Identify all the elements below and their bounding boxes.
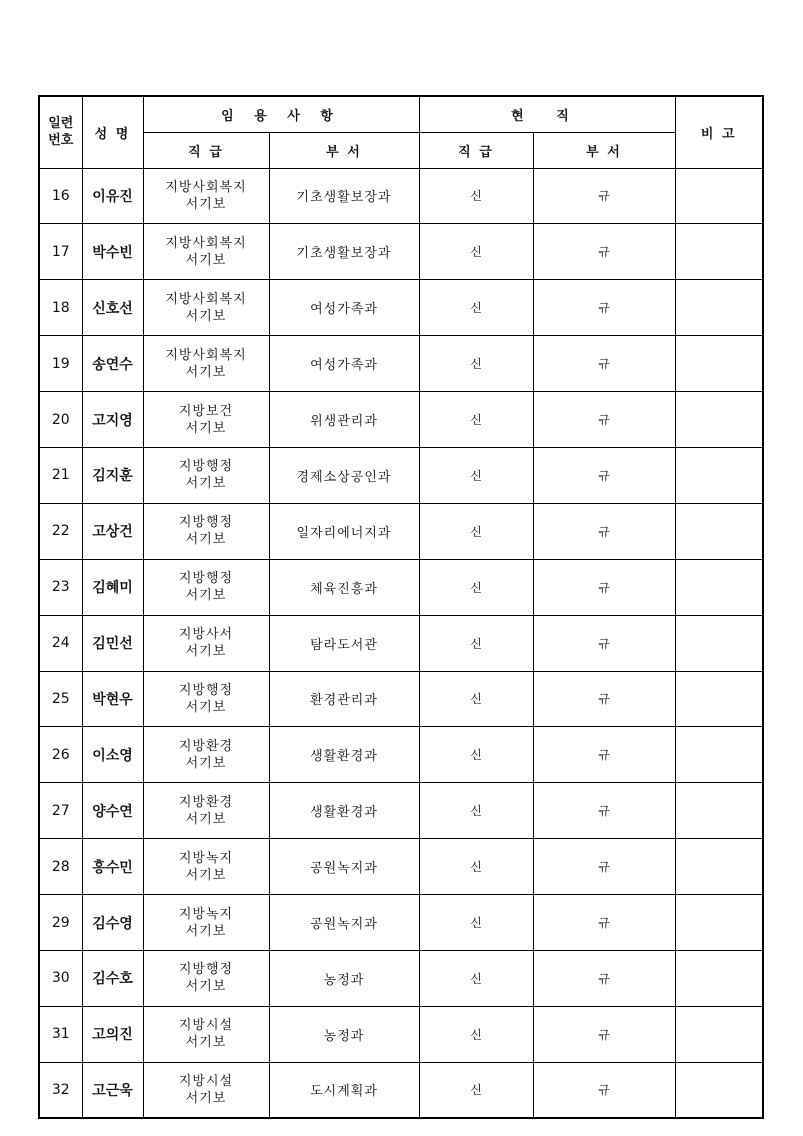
header-remarks: 비 고	[675, 96, 763, 168]
row-rank-line1: 지방행정	[178, 571, 234, 587]
table-row	[39, 783, 763, 839]
row-current-dept: 규	[533, 839, 675, 895]
table-row	[39, 168, 763, 224]
row-rank-line2: 서기보	[185, 476, 227, 492]
row-number: 25	[39, 671, 82, 727]
row-rank	[143, 559, 269, 615]
row-rank	[143, 895, 269, 951]
row-current-rank: 신	[419, 615, 533, 671]
row-rank-line2: 서기보	[185, 420, 227, 436]
row-current-rank: 신	[419, 1062, 533, 1118]
header-dept: 부 서	[269, 132, 419, 168]
row-number: 24	[39, 615, 82, 671]
row-name: 고근욱	[82, 1062, 143, 1118]
table-row	[39, 224, 763, 280]
row-rank	[143, 224, 269, 280]
header-serial	[39, 96, 82, 168]
row-rank-line1: 지방사회복지	[165, 179, 247, 195]
row-current-rank: 신	[419, 1006, 533, 1062]
row-rank-line2: 서기보	[185, 979, 227, 995]
header-appointment: 임 용 사 항	[143, 96, 419, 132]
row-current-rank: 신	[419, 336, 533, 392]
row-number: 26	[39, 727, 82, 783]
row-name: 이소영	[82, 727, 143, 783]
row-remarks	[675, 671, 763, 727]
row-remarks	[675, 280, 763, 336]
table-row	[39, 559, 763, 615]
header-serial-line1: 일련	[48, 116, 74, 132]
row-remarks	[675, 783, 763, 839]
row-dept: 기초생활보장과	[269, 224, 419, 280]
row-remarks	[675, 392, 763, 448]
row-rank-line2: 서기보	[185, 1035, 227, 1051]
row-number: 18	[39, 280, 82, 336]
row-name: 김민선	[82, 615, 143, 671]
row-remarks	[675, 1006, 763, 1062]
table-body	[39, 168, 763, 1118]
row-name: 김수호	[82, 950, 143, 1006]
row-rank-line1: 지방사회복지	[165, 291, 247, 307]
row-rank	[143, 503, 269, 559]
row-current-rank: 신	[419, 671, 533, 727]
row-rank-line2: 서기보	[185, 811, 227, 827]
row-remarks	[675, 224, 763, 280]
row-rank	[143, 671, 269, 727]
table-row	[39, 727, 763, 783]
row-current-rank: 신	[419, 895, 533, 951]
row-current-dept: 규	[533, 280, 675, 336]
row-current-dept: 규	[533, 336, 675, 392]
row-current-dept: 규	[533, 727, 675, 783]
row-dept: 탐라도서관	[269, 615, 419, 671]
row-number: 20	[39, 392, 82, 448]
header-rank: 직 급	[143, 132, 269, 168]
row-dept: 농정과	[269, 1006, 419, 1062]
row-current-rank: 신	[419, 839, 533, 895]
row-rank-line2: 서기보	[185, 755, 227, 771]
appointment-table	[38, 95, 764, 1119]
row-rank-line1: 지방보건	[178, 403, 234, 419]
row-remarks	[675, 1062, 763, 1118]
row-dept: 환경관리과	[269, 671, 419, 727]
row-current-rank: 신	[419, 280, 533, 336]
row-dept: 기초생활보장과	[269, 168, 419, 224]
row-rank	[143, 615, 269, 671]
row-rank-line1: 지방환경	[178, 794, 234, 810]
row-dept: 일자리에너지과	[269, 503, 419, 559]
row-dept: 위생관리과	[269, 392, 419, 448]
row-name: 양수연	[82, 783, 143, 839]
row-rank	[143, 839, 269, 895]
row-rank-line1: 지방행정	[178, 459, 234, 475]
row-remarks	[675, 950, 763, 1006]
row-rank-line2: 서기보	[185, 588, 227, 604]
row-name: 박현우	[82, 671, 143, 727]
row-rank-line1: 지방사회복지	[165, 235, 247, 251]
header-current-dept: 부 서	[533, 132, 675, 168]
table-row	[39, 615, 763, 671]
row-rank	[143, 336, 269, 392]
header-name: 성 명	[82, 96, 143, 168]
row-number: 23	[39, 559, 82, 615]
row-current-rank: 신	[419, 503, 533, 559]
row-current-rank: 신	[419, 559, 533, 615]
row-name: 고상건	[82, 503, 143, 559]
row-current-dept: 규	[533, 615, 675, 671]
row-current-dept: 규	[533, 392, 675, 448]
row-dept: 공원녹지과	[269, 839, 419, 895]
row-remarks	[675, 503, 763, 559]
table-row	[39, 895, 763, 951]
row-number: 19	[39, 336, 82, 392]
table-row	[39, 447, 763, 503]
row-remarks	[675, 447, 763, 503]
row-number: 27	[39, 783, 82, 839]
header-current-rank: 직 급	[419, 132, 533, 168]
table-row	[39, 503, 763, 559]
table-row	[39, 336, 763, 392]
row-dept: 경제소상공인과	[269, 447, 419, 503]
row-number: 28	[39, 839, 82, 895]
row-current-dept: 규	[533, 224, 675, 280]
row-rank-line1: 지방환경	[178, 738, 234, 754]
row-current-rank: 신	[419, 168, 533, 224]
row-dept: 체육진흥과	[269, 559, 419, 615]
row-remarks	[675, 168, 763, 224]
row-name: 김혜미	[82, 559, 143, 615]
row-rank-line2: 서기보	[185, 867, 227, 883]
row-rank-line1: 지방시설	[178, 1018, 234, 1034]
table-row	[39, 671, 763, 727]
row-name: 홍수민	[82, 839, 143, 895]
row-current-dept: 규	[533, 950, 675, 1006]
row-number: 21	[39, 447, 82, 503]
row-rank-line2: 서기보	[185, 364, 227, 380]
table-row	[39, 392, 763, 448]
row-current-dept: 규	[533, 503, 675, 559]
row-current-dept: 규	[533, 1006, 675, 1062]
row-rank	[143, 168, 269, 224]
row-rank-line1: 지방행정	[178, 962, 234, 978]
row-current-dept: 규	[533, 1062, 675, 1118]
header-current: 현 직	[419, 96, 675, 132]
row-remarks	[675, 559, 763, 615]
row-rank	[143, 950, 269, 1006]
row-dept: 생활환경과	[269, 783, 419, 839]
row-rank-line2: 서기보	[185, 923, 227, 939]
row-number: 30	[39, 950, 82, 1006]
row-dept: 농정과	[269, 950, 419, 1006]
table-row	[39, 839, 763, 895]
row-dept: 여성가족과	[269, 280, 419, 336]
row-dept: 도시계획과	[269, 1062, 419, 1118]
row-number: 17	[39, 224, 82, 280]
row-rank-line2: 서기보	[185, 644, 227, 660]
row-current-dept: 규	[533, 895, 675, 951]
row-rank-line2: 서기보	[185, 532, 227, 548]
row-rank	[143, 280, 269, 336]
row-current-rank: 신	[419, 392, 533, 448]
row-dept: 여성가족과	[269, 336, 419, 392]
table-row	[39, 950, 763, 1006]
row-current-dept: 규	[533, 447, 675, 503]
row-rank-line1: 지방녹지	[178, 906, 234, 922]
row-current-rank: 신	[419, 783, 533, 839]
row-rank-line1: 지방사회복지	[165, 347, 247, 363]
row-number: 22	[39, 503, 82, 559]
row-current-dept: 규	[533, 783, 675, 839]
row-name: 이유진	[82, 168, 143, 224]
row-number: 16	[39, 168, 82, 224]
row-rank	[143, 783, 269, 839]
row-name: 박수빈	[82, 224, 143, 280]
row-name: 김지훈	[82, 447, 143, 503]
row-name: 고지영	[82, 392, 143, 448]
row-rank-line2: 서기보	[185, 699, 227, 715]
row-current-rank: 신	[419, 224, 533, 280]
row-current-rank: 신	[419, 447, 533, 503]
row-name: 신호선	[82, 280, 143, 336]
row-rank-line1: 지방녹지	[178, 850, 234, 866]
row-current-rank: 신	[419, 950, 533, 1006]
row-name: 김수영	[82, 895, 143, 951]
row-rank	[143, 447, 269, 503]
table-row	[39, 280, 763, 336]
row-remarks	[675, 336, 763, 392]
row-number: 29	[39, 895, 82, 951]
row-rank-line1: 지방시설	[178, 1073, 234, 1089]
row-current-dept: 규	[533, 671, 675, 727]
row-remarks	[675, 895, 763, 951]
row-rank-line1: 지방행정	[178, 515, 234, 531]
row-number: 31	[39, 1006, 82, 1062]
row-rank-line2: 서기보	[185, 196, 227, 212]
row-rank	[143, 392, 269, 448]
table-row	[39, 1006, 763, 1062]
row-rank-line2: 서기보	[185, 252, 227, 268]
row-remarks	[675, 727, 763, 783]
row-number: 32	[39, 1062, 82, 1118]
row-rank	[143, 1006, 269, 1062]
row-rank-line2: 서기보	[185, 1090, 227, 1106]
row-current-dept: 규	[533, 168, 675, 224]
row-remarks	[675, 615, 763, 671]
row-rank-line2: 서기보	[185, 308, 227, 324]
row-rank	[143, 1062, 269, 1118]
row-rank-line1: 지방행정	[178, 682, 234, 698]
row-name: 고의진	[82, 1006, 143, 1062]
row-rank	[143, 727, 269, 783]
row-dept: 생활환경과	[269, 727, 419, 783]
row-rank-line1: 지방사서	[178, 627, 234, 643]
row-remarks	[675, 839, 763, 895]
row-name: 송연수	[82, 336, 143, 392]
row-current-rank: 신	[419, 727, 533, 783]
table-row	[39, 1062, 763, 1118]
row-current-dept: 규	[533, 559, 675, 615]
row-dept: 공원녹지과	[269, 895, 419, 951]
header-serial-line2: 번호	[48, 133, 74, 149]
